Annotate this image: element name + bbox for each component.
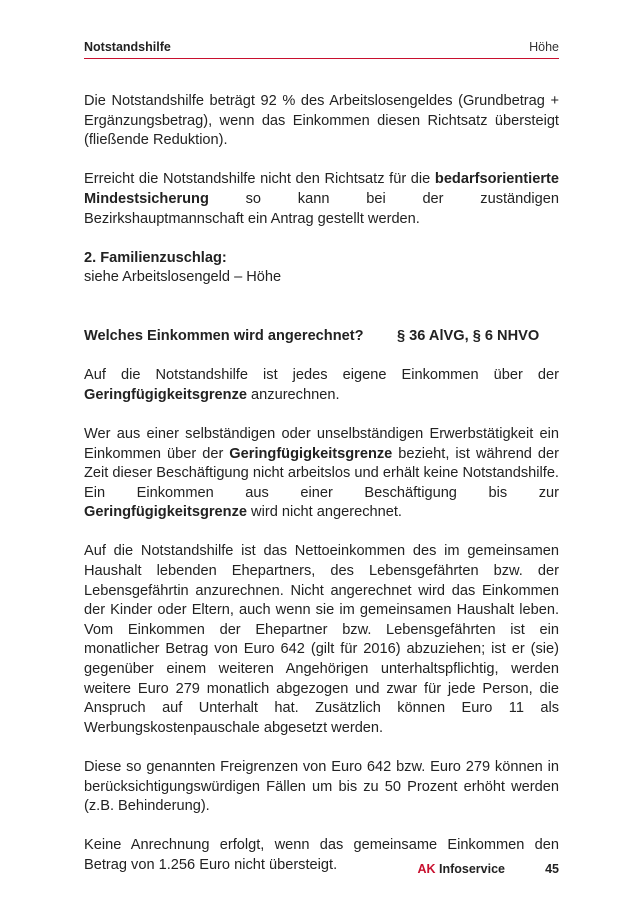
paragraph-mindestsicherung [84, 170, 559, 229]
bold-term-mindestsicherung: bedarfsorientierte Mindestsicherung [84, 171, 559, 207]
page-number: 45 [545, 862, 559, 876]
text-run: so kann bei der zuständigen Bezirkshauptmannschaft ein Antrag gestellt werden. [84, 190, 559, 227]
bold-term-geringfuegigkeitsgrenze: Geringfügigkeitsgrenze [229, 445, 393, 462]
header-section-title: Notstandshilfe [84, 40, 171, 54]
text-run: Erreicht die Notstandshilfe nicht den Richtsatz für die [84, 171, 435, 188]
footer-brand-name: Infoservice [435, 862, 505, 876]
paragraph-partnereinkommen: Auf die Notstandshilfe ist das Nettoeinkommen des im gemeinsamen Haushalt lebenden Ehepartners, des Lebensgefährten bzw. der Lebensgefährtin anzurechnen. Nicht angerechnet wird das Einkommen der Kinder oder Eltern, auch wenn sie im gemeinsamen Haushalt leben. Vom Einkommen der Ehepartner bzw. Lebensgefährten ist ein monatlicher Betrag von Euro 642 (gilt für 2016) abzuziehen; ist er (sie) gegenüber einem weiteren Angehörigen unterhaltspflichtig, werden weitere Euro 279 monatlich abgezogen und zwar für jede Person, die Anspruch auf Unterhalt hat. Zusätzlich können Euro 11 als Werbungskostenpauschale abgesetzt werden. [84, 543, 559, 736]
paragraph-eigenes-einkommen [84, 366, 559, 405]
paragraph-erwerbstaetigkeit [84, 425, 559, 523]
section-heading-legal-reference: § 36 AlVG, § 6 NHVO [397, 327, 540, 344]
bold-term-geringfuegigkeitsgrenze: Geringfügigkeitsgrenze [84, 504, 247, 521]
text-run: wird nicht angerechnet. [247, 504, 402, 521]
paragraph-freigrenzen: Diese so genannten Freigrenzen von Euro 642 bzw. Euro 279 können in berücksichtigungswürdigen Fällen um bis zu 50 Prozent erhöht werden (z.B. Behinderung). [84, 759, 559, 815]
familienzuschlag-text: siehe Arbeitslosengeld – Höhe [84, 269, 282, 286]
text-run: anzurechnen. [247, 386, 340, 403]
text-run: bezieht, ist während der Zeit dieser Beschäftigung nicht arbeitslos und erhält keine Notstandshilfe. Ein Einkommen aus einer Beschäftigung bis zur [84, 445, 559, 501]
text-run: Auf die Notstandshilfe ist jedes eigene Einkommen über der [84, 367, 559, 384]
familienzuschlag-heading [84, 249, 559, 269]
header-topic: Höhe [529, 40, 559, 54]
page-header [84, 38, 559, 59]
familienzuschlag-heading-text: 2. Familienzuschlag: [84, 249, 227, 266]
paragraph-keine-anrechnung: Keine Anrechnung erfolgt, wenn das gemeinsame Einkommen den Betrag von 1.256 Euro nicht übersteigt. [84, 837, 559, 873]
spacer [84, 288, 559, 327]
section-heading-question: Welches Einkommen wird angerechnet? [84, 327, 364, 344]
ak-logo-text: AK [417, 862, 436, 876]
paragraph-rate: Die Notstandshilfe beträgt 92 % des Arbeitslosengeldes (Grundbetrag + Ergänzungsbetrag), wenn das Einkommen diesen Richtsatz übersteigt (fließende Reduktion). [84, 93, 559, 149]
section-heading-einkommen [84, 327, 559, 347]
footer-brand [417, 862, 505, 876]
page-footer [84, 862, 559, 882]
text-run: Wer aus einer selbständigen oder unselbständigen Erwerbstätigkeit ein Einkommen über der [84, 425, 559, 462]
bold-term-geringfuegigkeitsgrenze: Geringfügigkeitsgrenze [84, 386, 247, 403]
page-body [84, 92, 559, 895]
